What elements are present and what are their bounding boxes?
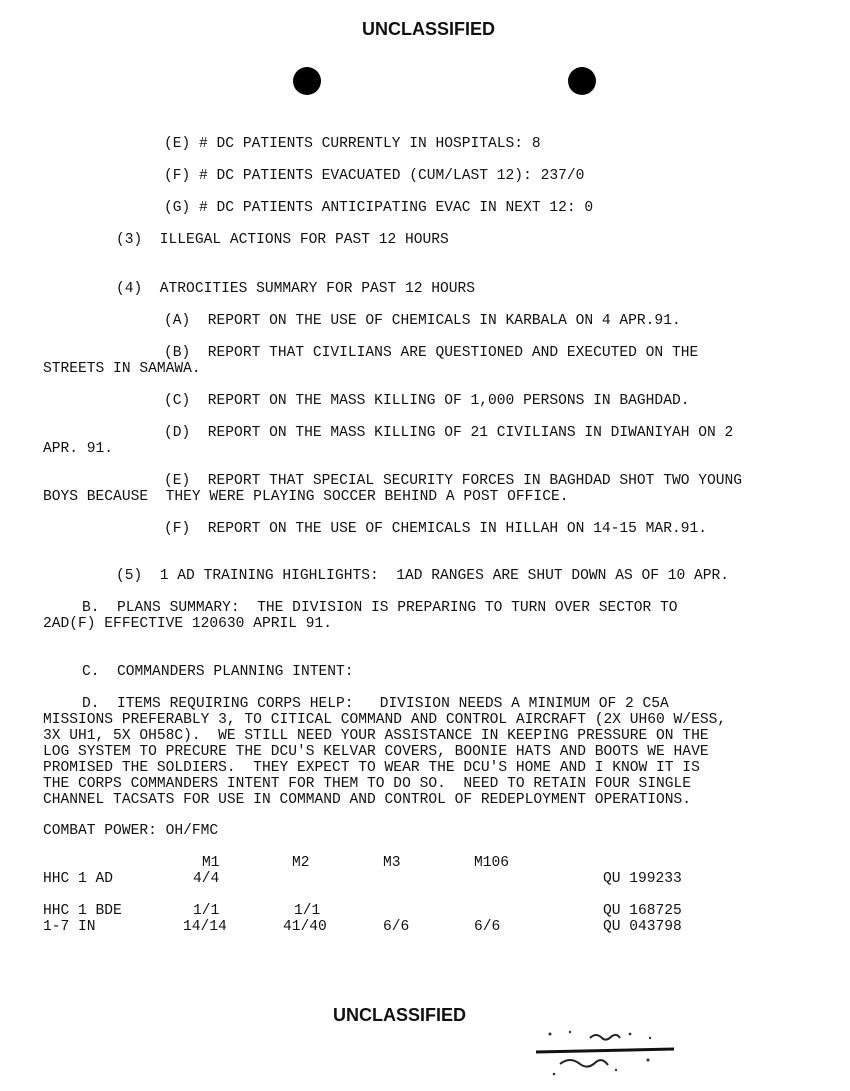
table-row-unit: HHC 1 AD (43, 871, 114, 887)
table-cell-qu: QU 043798 (603, 919, 682, 935)
table-cell-m2: 41/40 (283, 919, 327, 935)
report-b-line1: (B) REPORT THAT CIVILIANS ARE QUESTIONED AND EXECUTED ON THE (164, 345, 699, 361)
items-corps-help-line6: THE CORPS COMMANDERS INTENT FOR THEM TO DO SO. NEED TO RETAIN FOUR SINGLE (43, 776, 692, 792)
classification-banner-top: UNCLASSIFIED (362, 19, 496, 39)
heading-illegal-actions: (3) ILLEGAL ACTIONS FOR PAST 12 HOURS (116, 232, 449, 248)
redaction-stamp-mark (530, 1024, 680, 1084)
punch-hole-right (568, 67, 596, 95)
items-corps-help-line3: 3X UH1, 5X OH58C). WE STILL NEED YOUR ASSISTANCE IN KEEPING PRESSURE ON THE (43, 728, 709, 744)
table-row-unit: HHC 1 BDE (43, 903, 122, 919)
table-header-m1: M1 (202, 855, 220, 871)
table-header-m2: M2 (292, 855, 310, 871)
table-header-m3: M3 (383, 855, 401, 871)
combat-power-heading: COMBAT POWER: OH/FMC (43, 823, 219, 839)
line-dc-patients-anticipating: (G) # DC PATIENTS ANTICIPATING EVAC IN NEXT 12: 0 (164, 200, 594, 216)
training-highlights: (5) 1 AD TRAINING HIGHLIGHTS: 1AD RANGES ARE SHUT DOWN AS OF 10 APR. (116, 568, 730, 584)
items-corps-help-line7: CHANNEL TACSATS FOR USE IN COMMAND AND CONTROL OF REDEPLOYMENT OPERATIONS. (43, 792, 692, 808)
table-cell-m1: 4/4 (193, 871, 220, 887)
report-b-line2: STREETS IN SAMAWA. (43, 361, 201, 377)
plans-summary-line1: B. PLANS SUMMARY: THE DIVISION IS PREPARING TO TURN OVER SECTOR TO (82, 600, 678, 616)
line-dc-patients-evacuated: (F) # DC PATIENTS EVACUATED (CUM/LAST 12): 237/0 (164, 168, 585, 184)
report-d-line2: APR. 91. (43, 441, 114, 457)
table-cell-qu: QU 168725 (603, 903, 682, 919)
items-corps-help-line2: MISSIONS PREFERABLY 3, TO CITICAL COMMAND AND CONTROL AIRCRAFT (2X UH60 W/ESS, (43, 712, 727, 728)
report-c: (C) REPORT ON THE MASS KILLING OF 1,000 PERSONS IN BAGHDAD. (164, 393, 690, 409)
table-row-unit: 1-7 IN (43, 919, 96, 935)
table-header-m106: M106 (474, 855, 510, 871)
classification-banner-bottom: UNCLASSIFIED (333, 1005, 467, 1025)
report-e-line1: (E) REPORT THAT SPECIAL SECURITY FORCES IN BAGHDAD SHOT TWO YOUNG (164, 473, 743, 489)
table-cell-m106: 6/6 (474, 919, 501, 935)
table-cell-m2: 1/1 (294, 903, 321, 919)
plans-summary-line2: 2AD(F) EFFECTIVE 120630 APRIL 91. (43, 616, 333, 632)
line-dc-patients-current: (E) # DC PATIENTS CURRENTLY IN HOSPITALS: 8 (164, 136, 541, 152)
items-corps-help-line5: PROMISED THE SOLDIERS. THEY EXPECT TO WEAR THE DCU'S HOME AND I KNOW IT IS (43, 760, 700, 776)
report-d-line1: (D) REPORT ON THE MASS KILLING OF 21 CIVILIANS IN DIWANIYAH ON 2 (164, 425, 734, 441)
heading-atrocities-summary: (4) ATROCITIES SUMMARY FOR PAST 12 HOURS (116, 281, 476, 297)
report-e-line2: BOYS BECAUSE THEY WERE PLAYING SOCCER BEHIND A POST OFFICE. (43, 489, 569, 505)
table-cell-m3: 6/6 (383, 919, 410, 935)
table-cell-m1: 1/1 (193, 903, 220, 919)
report-a: (A) REPORT ON THE USE OF CHEMICALS IN KARBALA ON 4 APR.91. (164, 313, 681, 329)
items-corps-help-line4: LOG SYSTEM TO PRECURE THE DCU'S KELVAR COVERS, BOONIE HATS AND BOOTS WE HAVE (43, 744, 709, 760)
items-corps-help-line1: D. ITEMS REQUIRING CORPS HELP: DIVISION NEEDS A MINIMUM OF 2 C5A (82, 696, 669, 712)
report-f: (F) REPORT ON THE USE OF CHEMICALS IN HILLAH ON 14-15 MAR.91. (164, 521, 707, 537)
punch-hole-left (293, 67, 321, 95)
table-cell-m1: 14/14 (183, 919, 227, 935)
commanders-planning-intent: C. COMMANDERS PLANNING INTENT: (82, 664, 354, 680)
table-cell-qu: QU 199233 (603, 871, 682, 887)
